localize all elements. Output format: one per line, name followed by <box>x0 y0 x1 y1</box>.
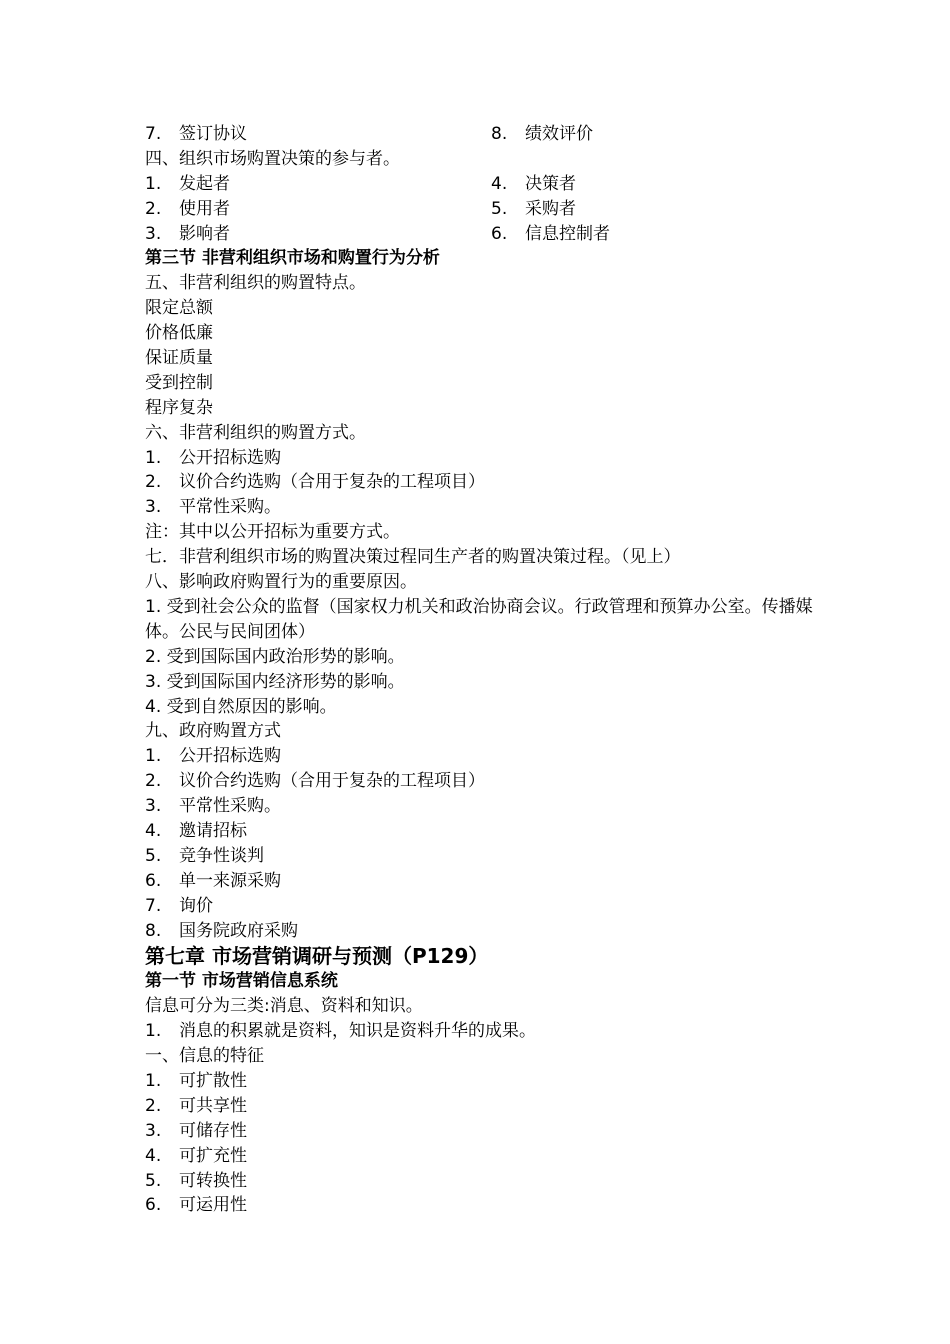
chapter-title: 第七章 市场营销调研与预测（P129） <box>145 944 489 969</box>
list-item: 7. 询价 <box>145 895 213 916</box>
text-line: 限定总额 <box>145 298 213 319</box>
list-item: 3. 平常性采购。 <box>145 796 281 817</box>
list-item: 2. 议价合约选购（合用于复杂的工程项目） <box>145 771 485 792</box>
list-item: 1. 受到社会公众的监督（国家权力机关和政治协商会议。行政管理和预算办公室。传播媒体。公民与民间团体） <box>145 596 813 642</box>
text-line: 受到控制 <box>145 372 213 393</box>
section-heading-9: 九、政府购置方式 <box>145 721 281 742</box>
list-item: 1. 公开招标选购 <box>145 447 281 468</box>
section-title: 第三节 非营利组织市场和购置行为分析 <box>145 248 440 269</box>
list-item: 4. 可扩充性 <box>145 1145 247 1166</box>
list-item: 8. 国务院政府采购 <box>145 920 298 941</box>
list-item: 4. 邀请招标 <box>145 820 247 841</box>
list-item: 3. 受到国际国内经济形势的影响。 <box>145 671 405 692</box>
list-item: 6. 单一来源采购 <box>145 870 281 891</box>
note: 注：其中以公开招标为重要方式。 <box>145 522 400 543</box>
list-item: 5. 竞争性谈判 <box>145 845 264 866</box>
section-heading-7: 七．非营利组织市场的购置决策过程同生产者的购置决策过程。（见上） <box>145 547 681 568</box>
section-heading-4: 四、组织市场购置决策的参与者。 <box>145 148 400 169</box>
section-heading-5: 五、非营利组织的购置特点。 <box>145 273 366 294</box>
list-item: 4. 受到自然原因的影响。 <box>145 696 337 717</box>
text-line: 保证质量 <box>145 348 213 369</box>
list-item: 1. 公开招标选购 <box>145 746 281 767</box>
list-item: 3. 平常性采购。 <box>145 497 281 518</box>
text-line: 价格低廉 <box>145 323 213 344</box>
text-line: 信息可分为三类:消息、资料和知识。 <box>145 996 423 1017</box>
list-item: 2. 使用者 5. 采购者 <box>145 198 576 219</box>
list-item: 1. 消息的积累就是资料，知识是资料升华的成果。 <box>145 1021 536 1042</box>
list-item: 5. 可转换性 <box>145 1170 247 1191</box>
list-item: 2. 受到国际国内政治形势的影响。 <box>145 646 405 667</box>
text-line: 程序复杂 <box>145 397 213 418</box>
list-item: 1. 发起者 4. 决策者 <box>145 173 576 194</box>
section-heading-6: 六、非营利组织的购置方式。 <box>145 422 366 443</box>
list-item: 2. 议价合约选购（合用于复杂的工程项目） <box>145 472 485 493</box>
list-item: 3. 可储存性 <box>145 1120 247 1141</box>
list-item: 3. 影响者 6. 信息控制者 <box>145 223 610 244</box>
list-item: 2. 可共享性 <box>145 1095 247 1116</box>
list-item: 1. 可扩散性 <box>145 1070 247 1091</box>
list-item: 6. 可运用性 <box>145 1195 247 1216</box>
list-item: 7. 签订协议 8. 绩效评价 <box>145 124 593 144</box>
section-title: 第一节 市场营销信息系统 <box>145 971 338 992</box>
section-heading-8: 八、影响政府购置行为的重要原因。 <box>145 572 417 593</box>
section-heading-features: 一、信息的特征 <box>145 1046 264 1067</box>
document-page <box>145 122 825 1218</box>
